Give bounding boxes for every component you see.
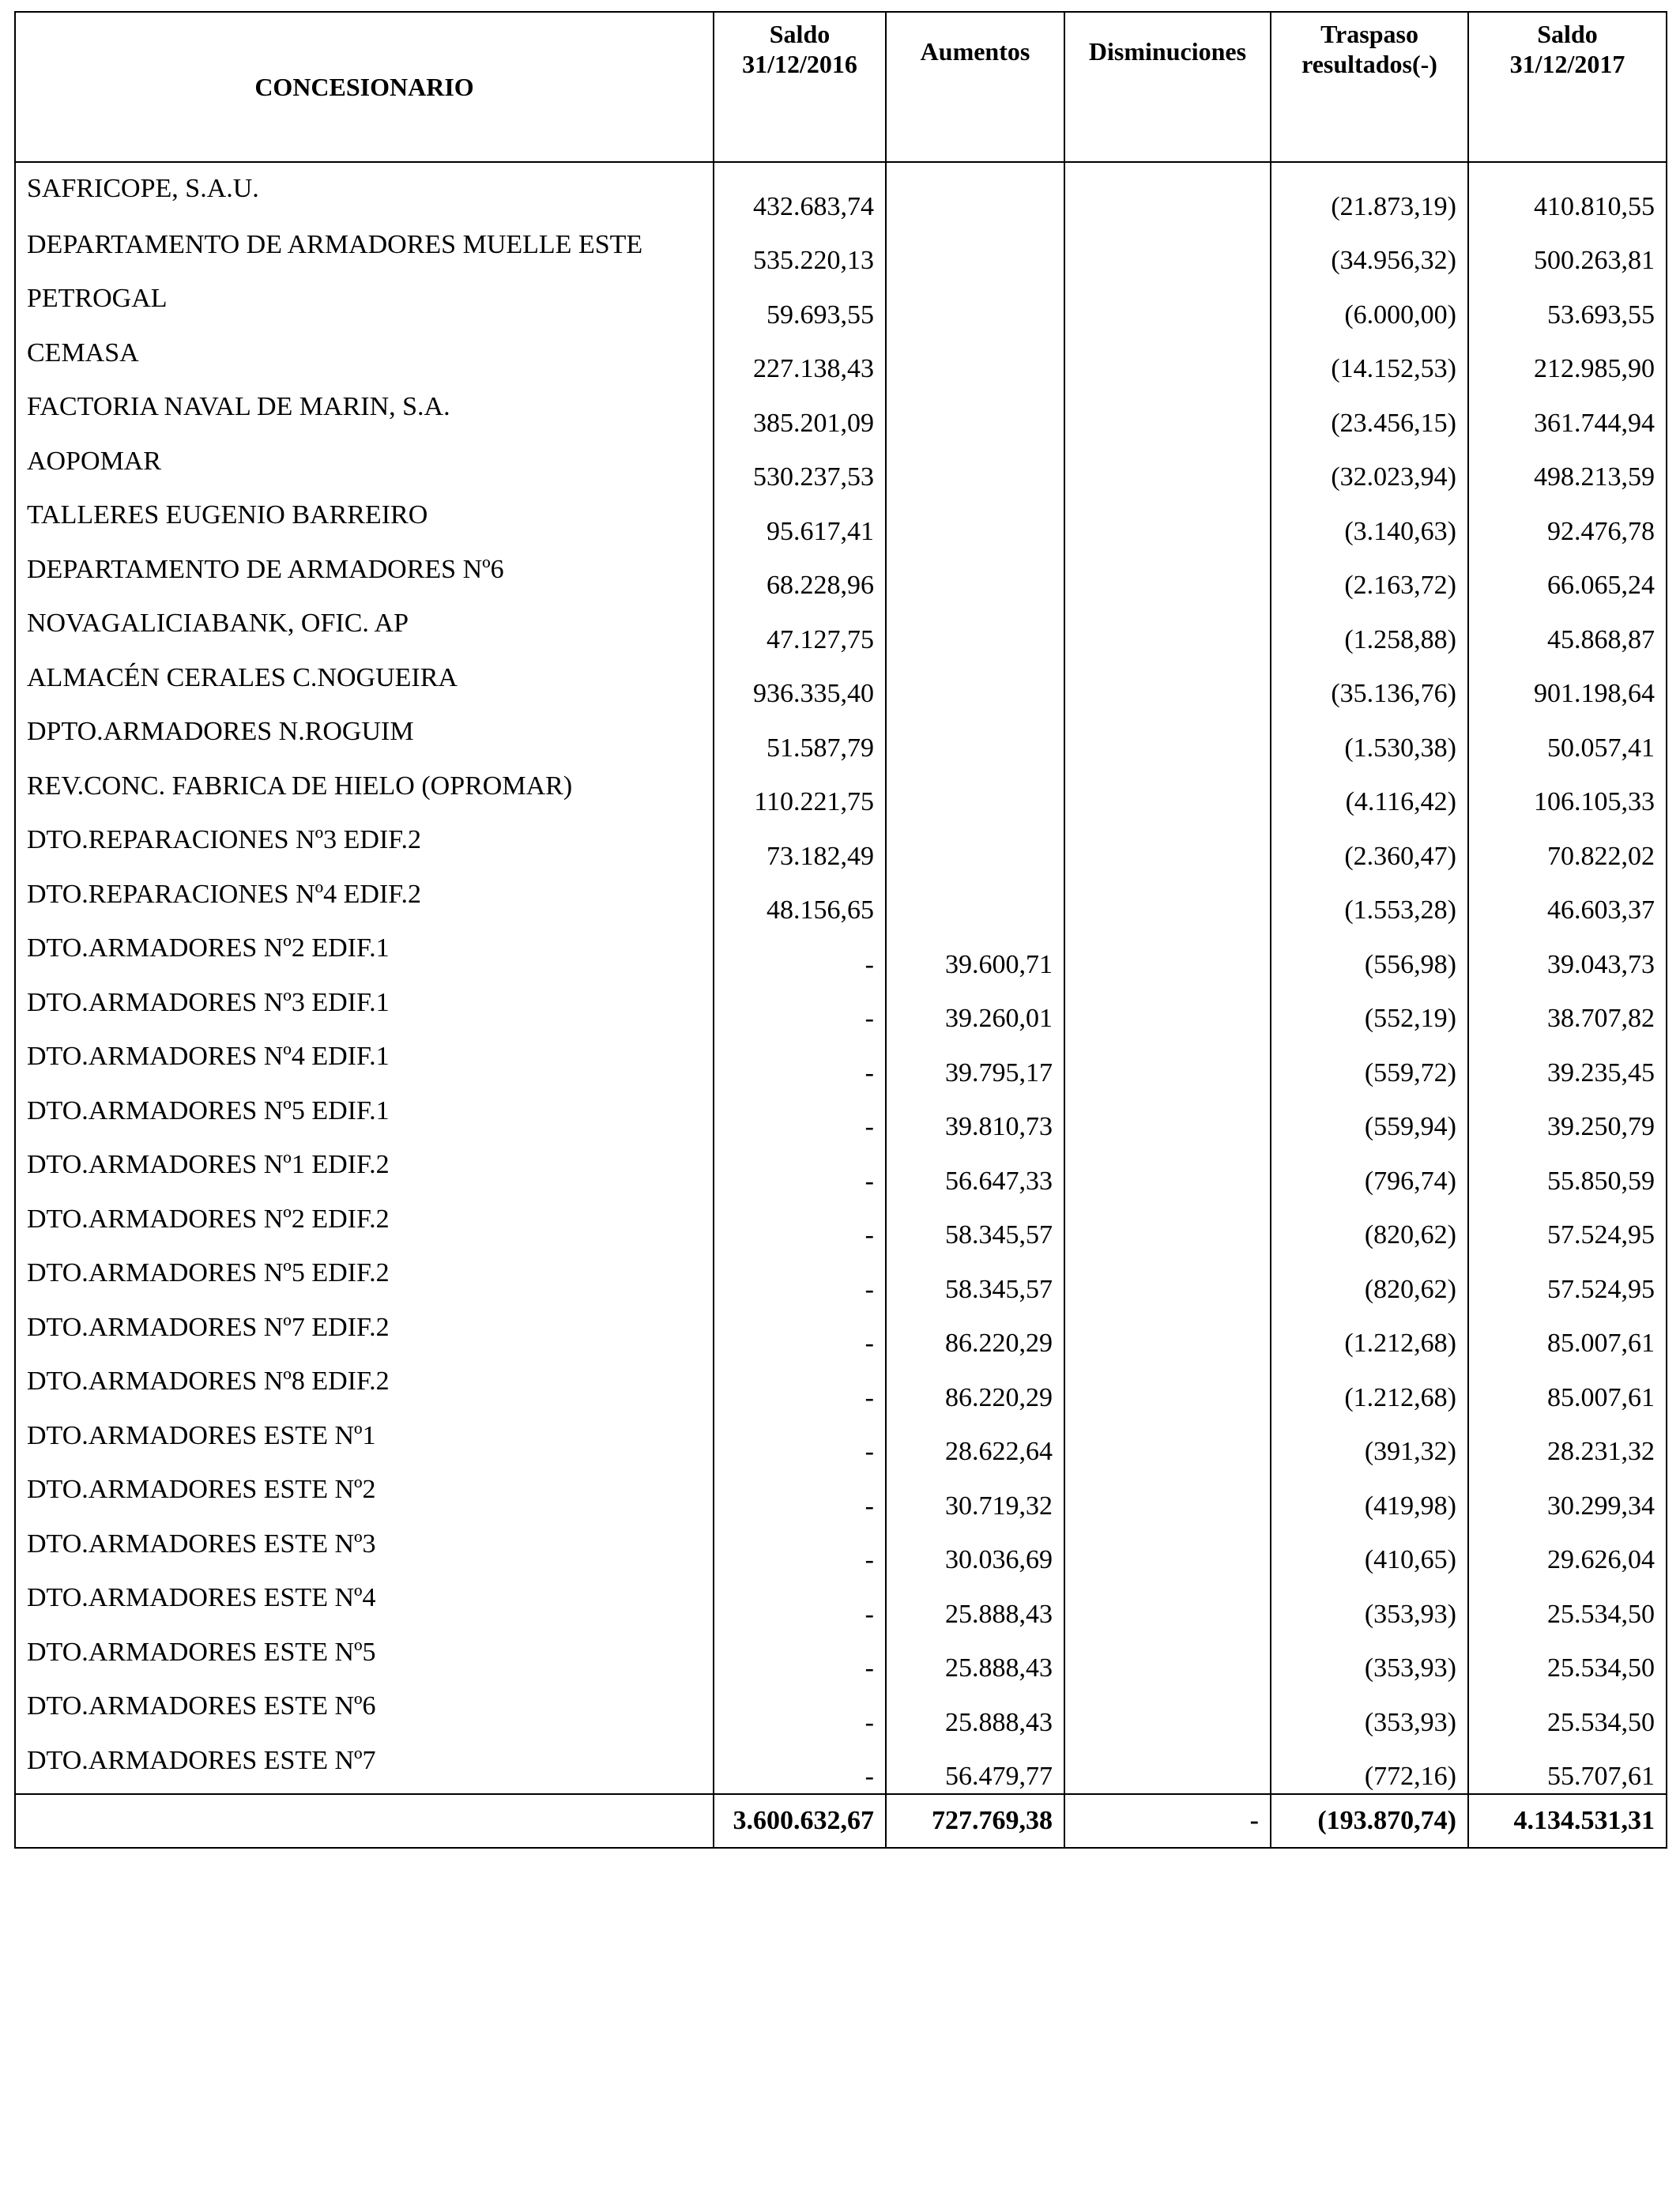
- cell-aumentos: 30.036,69: [886, 1523, 1064, 1578]
- cell-traspaso: (34.956,32): [1271, 224, 1468, 278]
- cell-traspaso: (1.212,68): [1271, 1360, 1468, 1415]
- cell-aumentos: 58.345,57: [886, 1252, 1064, 1306]
- cell-saldo-2016: -: [714, 1090, 886, 1144]
- table-row: [15, 162, 1667, 224]
- cell-aumentos: [886, 819, 1064, 873]
- cell-saldo-2017: 57.524,95: [1468, 1252, 1667, 1306]
- cell-saldo-2016: 535.220,13: [714, 224, 886, 278]
- cell-saldo-2017: 28.231,32: [1468, 1415, 1667, 1469]
- table-row: [15, 1577, 1667, 1631]
- cell-traspaso: (796,74): [1271, 1144, 1468, 1198]
- cell-concesionario: TALLERES EUGENIO BARREIRO: [15, 494, 714, 548]
- cell-disminuciones: [1064, 386, 1271, 440]
- cell-traspaso: (2.360,47): [1271, 819, 1468, 873]
- table-row: [15, 819, 1667, 873]
- table-row: [15, 1360, 1667, 1415]
- table-row: [15, 873, 1667, 928]
- table-row: [15, 548, 1667, 603]
- cell-saldo-2016: 68.228,96: [714, 548, 886, 603]
- cell-traspaso: (1.212,68): [1271, 1306, 1468, 1361]
- cell-saldo-2017: 92.476,78: [1468, 494, 1667, 548]
- table-row: [15, 1740, 1667, 1795]
- cell-aumentos: 39.600,71: [886, 927, 1064, 982]
- table-row: [15, 386, 1667, 440]
- cell-saldo-2016: -: [714, 1468, 886, 1523]
- cell-disminuciones: [1064, 1198, 1271, 1253]
- table-row: [15, 1198, 1667, 1253]
- cell-disminuciones: [1064, 1090, 1271, 1144]
- cell-traspaso: (820,62): [1271, 1252, 1468, 1306]
- cell-aumentos: 86.220,29: [886, 1306, 1064, 1361]
- cell-saldo-2016: 110.221,75: [714, 765, 886, 820]
- cell-saldo-2016: -: [714, 1685, 886, 1740]
- cell-aumentos: 25.888,43: [886, 1577, 1064, 1631]
- table-row: [15, 657, 1667, 711]
- header-disminuciones: Disminuciones: [1064, 12, 1271, 162]
- cell-concesionario: DTO.ARMADORES ESTE Nº3: [15, 1523, 714, 1578]
- cell-saldo-2017: 410.810,55: [1468, 162, 1667, 224]
- cell-saldo-2016: -: [714, 1360, 886, 1415]
- cell-aumentos: [886, 277, 1064, 332]
- cell-saldo-2016: -: [714, 1415, 886, 1469]
- cell-concesionario: DTO.ARMADORES Nº2 EDIF.1: [15, 927, 714, 982]
- cell-saldo-2016: 385.201,09: [714, 386, 886, 440]
- cell-traspaso: (552,19): [1271, 982, 1468, 1036]
- cell-saldo-2017: 46.603,37: [1468, 873, 1667, 928]
- cell-saldo-2016: 95.617,41: [714, 494, 886, 548]
- cell-disminuciones: [1064, 224, 1271, 278]
- cell-concesionario: DTO.ARMADORES ESTE Nº6: [15, 1685, 714, 1740]
- cell-saldo-2017: 25.534,50: [1468, 1577, 1667, 1631]
- header-aumentos: Aumentos: [886, 12, 1064, 162]
- table-row: [15, 224, 1667, 278]
- cell-concesionario: SAFRICOPE, S.A.U.: [15, 162, 714, 224]
- cell-traspaso: (559,72): [1271, 1035, 1468, 1090]
- cell-saldo-2016: -: [714, 1035, 886, 1090]
- cell-saldo-2016: -: [714, 1252, 886, 1306]
- cell-saldo-2017: 38.707,82: [1468, 982, 1667, 1036]
- cell-aumentos: 58.345,57: [886, 1198, 1064, 1253]
- table-row: [15, 1415, 1667, 1469]
- cell-aumentos: 56.479,77: [886, 1740, 1064, 1795]
- header-traspaso: Traspaso resultados(-): [1271, 12, 1468, 162]
- cell-disminuciones: [1064, 1740, 1271, 1795]
- cell-aumentos: [886, 765, 1064, 820]
- table-row: [15, 1523, 1667, 1578]
- cell-traspaso: (32.023,94): [1271, 440, 1468, 495]
- cell-aumentos: 39.795,17: [886, 1035, 1064, 1090]
- cell-saldo-2017: 57.524,95: [1468, 1198, 1667, 1253]
- cell-saldo-2016: -: [714, 1523, 886, 1578]
- cell-traspaso: (1.530,38): [1271, 711, 1468, 765]
- cell-saldo-2016: -: [714, 1306, 886, 1361]
- cell-disminuciones: [1064, 1685, 1271, 1740]
- cell-saldo-2016: 48.156,65: [714, 873, 886, 928]
- cell-aumentos: [886, 224, 1064, 278]
- cell-concesionario: DTO.ARMADORES ESTE Nº1: [15, 1415, 714, 1469]
- cell-aumentos: 25.888,43: [886, 1631, 1064, 1686]
- cell-aumentos: [886, 873, 1064, 928]
- header-row: [15, 12, 1667, 162]
- cell-aumentos: 25.888,43: [886, 1685, 1064, 1740]
- table-row: [15, 927, 1667, 982]
- cell-disminuciones: [1064, 1252, 1271, 1306]
- cell-aumentos: [886, 657, 1064, 711]
- cell-concesionario: CEMASA: [15, 332, 714, 386]
- cell-concesionario: DTO.REPARACIONES Nº3 EDIF.2: [15, 819, 714, 873]
- cell-disminuciones: [1064, 927, 1271, 982]
- cell-disminuciones: [1064, 765, 1271, 820]
- cell-saldo-2017: 85.007,61: [1468, 1360, 1667, 1415]
- cell-saldo-2016: -: [714, 1740, 886, 1795]
- cell-traspaso: (3.140,63): [1271, 494, 1468, 548]
- cell-saldo-2017: 55.707,61: [1468, 1740, 1667, 1795]
- cell-concesionario: PETROGAL: [15, 277, 714, 332]
- cell-concesionario: REV.CONC. FABRICA DE HIELO (OPROMAR): [15, 765, 714, 820]
- total-aumentos: 727.769,38: [886, 1794, 1064, 1848]
- cell-traspaso: (14.152,53): [1271, 332, 1468, 386]
- cell-concesionario: DEPARTAMENTO DE ARMADORES MUELLE ESTE: [15, 224, 714, 278]
- cell-saldo-2016: 936.335,40: [714, 657, 886, 711]
- cell-disminuciones: [1064, 1360, 1271, 1415]
- table-body: [15, 162, 1667, 1794]
- cell-aumentos: [886, 602, 1064, 657]
- cell-saldo-2016: -: [714, 1144, 886, 1198]
- cell-aumentos: [886, 440, 1064, 495]
- table-row: [15, 1306, 1667, 1361]
- header-concesionario: CONCESIONARIO: [15, 12, 714, 162]
- cell-saldo-2017: 25.534,50: [1468, 1685, 1667, 1740]
- cell-saldo-2017: 30.299,34: [1468, 1468, 1667, 1523]
- cell-saldo-2017: 70.822,02: [1468, 819, 1667, 873]
- cell-saldo-2016: -: [714, 1577, 886, 1631]
- table-row: [15, 602, 1667, 657]
- cell-aumentos: 56.647,33: [886, 1144, 1064, 1198]
- table-row: [15, 1144, 1667, 1198]
- concesiones-table-container: [14, 11, 1666, 1849]
- cell-traspaso: (556,98): [1271, 927, 1468, 982]
- table-row: [15, 332, 1667, 386]
- cell-concesionario: DTO.ARMADORES Nº5 EDIF.1: [15, 1090, 714, 1144]
- cell-saldo-2016: -: [714, 982, 886, 1036]
- cell-disminuciones: [1064, 1306, 1271, 1361]
- table-row: [15, 982, 1667, 1036]
- cell-traspaso: (820,62): [1271, 1198, 1468, 1253]
- table-row: [15, 494, 1667, 548]
- cell-aumentos: [886, 332, 1064, 386]
- cell-concesionario: DTO.ARMADORES Nº7 EDIF.2: [15, 1306, 714, 1361]
- cell-traspaso: (1.553,28): [1271, 873, 1468, 928]
- cell-saldo-2017: 901.198,64: [1468, 657, 1667, 711]
- table-row: [15, 1252, 1667, 1306]
- cell-aumentos: 39.810,73: [886, 1090, 1064, 1144]
- table-row: [15, 1685, 1667, 1740]
- cell-saldo-2017: 45.868,87: [1468, 602, 1667, 657]
- cell-concesionario: DTO.REPARACIONES Nº4 EDIF.2: [15, 873, 714, 928]
- cell-traspaso: (410,65): [1271, 1523, 1468, 1578]
- cell-aumentos: 86.220,29: [886, 1360, 1064, 1415]
- table-row: [15, 765, 1667, 820]
- cell-concesionario: NOVAGALICIABANK, OFIC. AP: [15, 602, 714, 657]
- cell-disminuciones: [1064, 819, 1271, 873]
- cell-aumentos: [886, 494, 1064, 548]
- cell-disminuciones: [1064, 1577, 1271, 1631]
- totals-label: [15, 1794, 714, 1848]
- cell-traspaso: (559,94): [1271, 1090, 1468, 1144]
- cell-saldo-2016: -: [714, 927, 886, 982]
- table-row: [15, 277, 1667, 332]
- cell-concesionario: DTO.ARMADORES Nº5 EDIF.2: [15, 1252, 714, 1306]
- cell-concesionario: DTO.ARMADORES ESTE Nº2: [15, 1468, 714, 1523]
- cell-traspaso: (772,16): [1271, 1740, 1468, 1795]
- table-row: [15, 1090, 1667, 1144]
- cell-disminuciones: [1064, 1035, 1271, 1090]
- cell-disminuciones: [1064, 1468, 1271, 1523]
- cell-saldo-2016: 51.587,79: [714, 711, 886, 765]
- cell-concesionario: DTO.ARMADORES ESTE Nº4: [15, 1577, 714, 1631]
- cell-saldo-2016: -: [714, 1198, 886, 1253]
- cell-saldo-2017: 106.105,33: [1468, 765, 1667, 820]
- cell-traspaso: (391,32): [1271, 1415, 1468, 1469]
- cell-saldo-2017: 25.534,50: [1468, 1631, 1667, 1686]
- cell-concesionario: DPTO.ARMADORES N.ROGUIM: [15, 711, 714, 765]
- cell-saldo-2016: 47.127,75: [714, 602, 886, 657]
- cell-concesionario: DTO.ARMADORES Nº4 EDIF.1: [15, 1035, 714, 1090]
- cell-concesionario: DTO.ARMADORES Nº1 EDIF.2: [15, 1144, 714, 1198]
- cell-disminuciones: [1064, 332, 1271, 386]
- cell-saldo-2017: 66.065,24: [1468, 548, 1667, 603]
- cell-saldo-2017: 39.043,73: [1468, 927, 1667, 982]
- cell-disminuciones: [1064, 1631, 1271, 1686]
- cell-disminuciones: [1064, 277, 1271, 332]
- cell-traspaso: (1.258,88): [1271, 602, 1468, 657]
- cell-disminuciones: [1064, 162, 1271, 224]
- cell-aumentos: 30.719,32: [886, 1468, 1064, 1523]
- cell-saldo-2016: 73.182,49: [714, 819, 886, 873]
- cell-disminuciones: [1064, 602, 1271, 657]
- cell-concesionario: DTO.ARMADORES Nº2 EDIF.2: [15, 1198, 714, 1253]
- cell-disminuciones: [1064, 440, 1271, 495]
- cell-saldo-2016: 530.237,53: [714, 440, 886, 495]
- cell-traspaso: (353,93): [1271, 1631, 1468, 1686]
- table-row: [15, 440, 1667, 495]
- cell-traspaso: (21.873,19): [1271, 162, 1468, 224]
- cell-saldo-2017: 29.626,04: [1468, 1523, 1667, 1578]
- cell-saldo-2017: 212.985,90: [1468, 332, 1667, 386]
- cell-saldo-2017: 50.057,41: [1468, 711, 1667, 765]
- cell-concesionario: DTO.ARMADORES ESTE Nº5: [15, 1631, 714, 1686]
- cell-disminuciones: [1064, 494, 1271, 548]
- cell-concesionario: DTO.ARMADORES Nº3 EDIF.1: [15, 982, 714, 1036]
- cell-traspaso: (35.136,76): [1271, 657, 1468, 711]
- cell-saldo-2016: 227.138,43: [714, 332, 886, 386]
- cell-saldo-2017: 53.693,55: [1468, 277, 1667, 332]
- cell-disminuciones: [1064, 548, 1271, 603]
- total-saldo-2017: 4.134.531,31: [1468, 1794, 1667, 1848]
- cell-saldo-2016: -: [714, 1631, 886, 1686]
- cell-saldo-2017: 39.235,45: [1468, 1035, 1667, 1090]
- table-row: [15, 1035, 1667, 1090]
- cell-saldo-2017: 55.850,59: [1468, 1144, 1667, 1198]
- table-row: [15, 1631, 1667, 1686]
- cell-saldo-2017: 361.744,94: [1468, 386, 1667, 440]
- cell-aumentos: [886, 162, 1064, 224]
- cell-aumentos: [886, 548, 1064, 603]
- cell-aumentos: 39.260,01: [886, 982, 1064, 1036]
- cell-disminuciones: [1064, 873, 1271, 928]
- table-row: [15, 711, 1667, 765]
- cell-concesionario: DTO.ARMADORES Nº8 EDIF.2: [15, 1360, 714, 1415]
- cell-concesionario: FACTORIA NAVAL DE MARIN, S.A.: [15, 386, 714, 440]
- cell-traspaso: (419,98): [1271, 1468, 1468, 1523]
- table-row: [15, 1468, 1667, 1523]
- header-saldo-2016: Saldo 31/12/2016: [714, 12, 886, 162]
- cell-traspaso: (353,93): [1271, 1685, 1468, 1740]
- cell-saldo-2016: 59.693,55: [714, 277, 886, 332]
- cell-concesionario: DEPARTAMENTO DE ARMADORES Nº6: [15, 548, 714, 603]
- cell-traspaso: (6.000,00): [1271, 277, 1468, 332]
- cell-aumentos: [886, 711, 1064, 765]
- cell-saldo-2017: 498.213,59: [1468, 440, 1667, 495]
- header-saldo-2017: Saldo 31/12/2017: [1468, 12, 1667, 162]
- cell-concesionario: DTO.ARMADORES ESTE Nº7: [15, 1740, 714, 1795]
- cell-concesionario: AOPOMAR: [15, 440, 714, 495]
- cell-traspaso: (353,93): [1271, 1577, 1468, 1631]
- cell-aumentos: 28.622,64: [886, 1415, 1064, 1469]
- total-saldo-2016: 3.600.632,67: [714, 1794, 886, 1848]
- cell-saldo-2017: 85.007,61: [1468, 1306, 1667, 1361]
- cell-traspaso: (2.163,72): [1271, 548, 1468, 603]
- cell-disminuciones: [1064, 1523, 1271, 1578]
- totals-row: [15, 1794, 1667, 1848]
- cell-saldo-2017: 500.263,81: [1468, 224, 1667, 278]
- cell-disminuciones: [1064, 982, 1271, 1036]
- cell-traspaso: (23.456,15): [1271, 386, 1468, 440]
- cell-disminuciones: [1064, 1144, 1271, 1198]
- concesiones-table: [14, 11, 1667, 1849]
- cell-concesionario: ALMACÉN CERALES C.NOGUEIRA: [15, 657, 714, 711]
- total-traspaso: (193.870,74): [1271, 1794, 1468, 1848]
- cell-disminuciones: [1064, 657, 1271, 711]
- cell-disminuciones: [1064, 711, 1271, 765]
- cell-saldo-2016: 432.683,74: [714, 162, 886, 224]
- total-disminuciones: -: [1064, 1794, 1271, 1848]
- cell-aumentos: [886, 386, 1064, 440]
- cell-saldo-2017: 39.250,79: [1468, 1090, 1667, 1144]
- cell-traspaso: (4.116,42): [1271, 765, 1468, 820]
- cell-disminuciones: [1064, 1415, 1271, 1469]
